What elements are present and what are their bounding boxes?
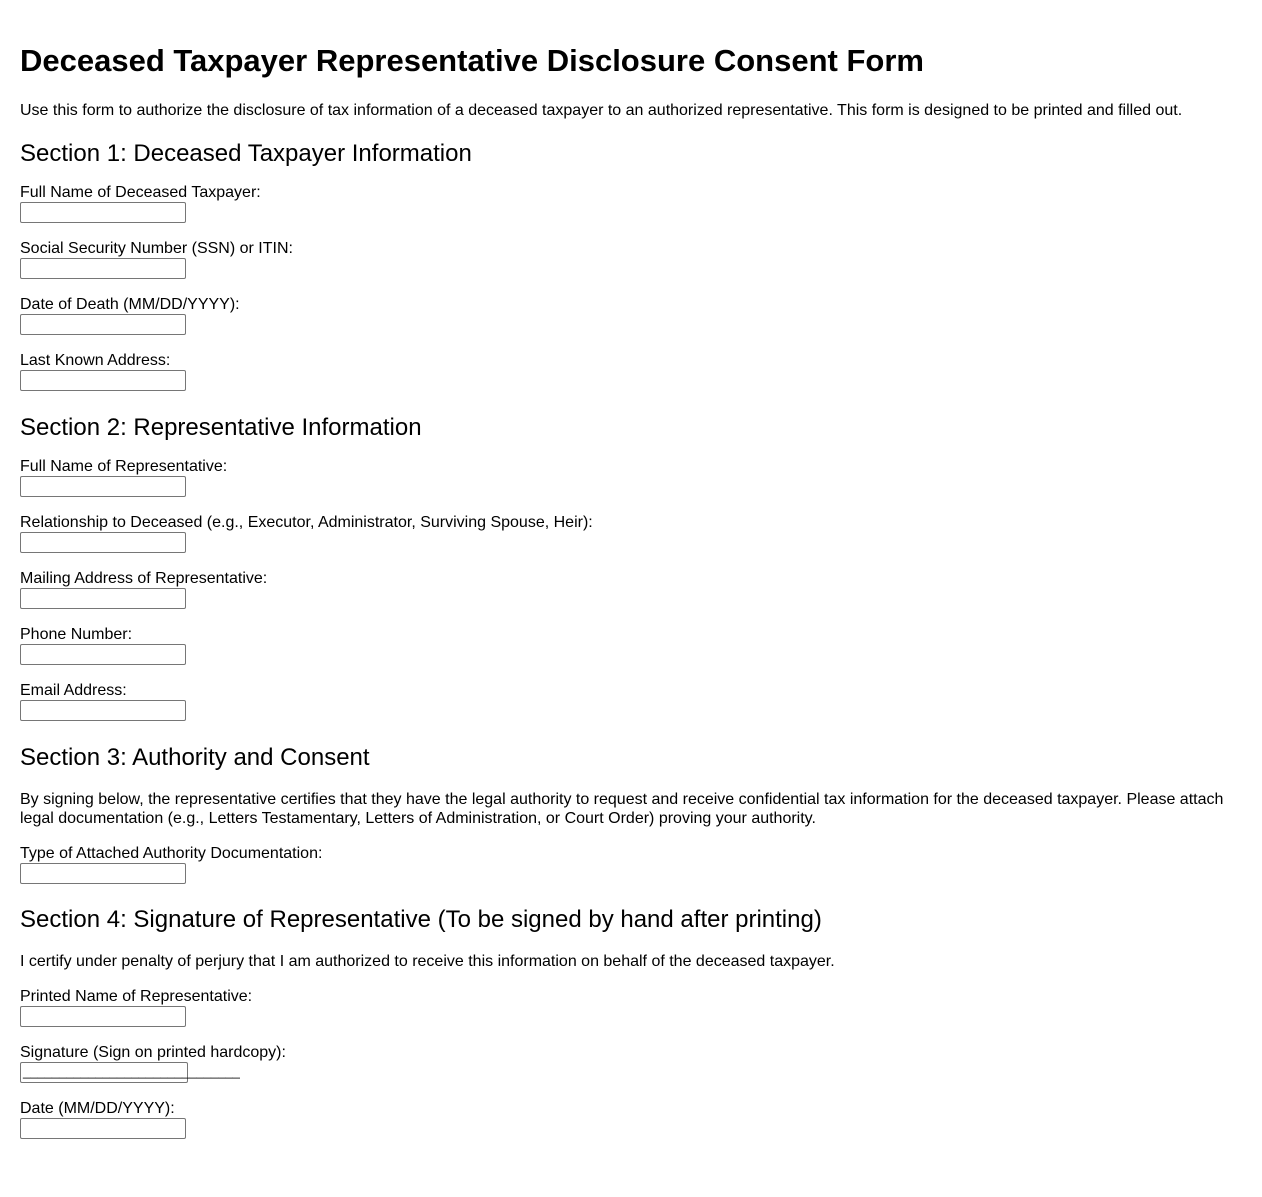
intro-text: Use this form to authorize the disclosure of tax information of a deceased taxpayer to an authorized representative. This form is designed to be printed and filled out. bbox=[20, 102, 1183, 119]
field-label: Printed Name of Representative: bbox=[20, 988, 253, 1005]
field-signature bbox=[20, 1043, 1242, 1083]
mailing-address-input[interactable] bbox=[20, 588, 186, 609]
field-label: Type of Attached Authority Documentation: bbox=[20, 845, 323, 862]
section-deceased-taxpayer bbox=[20, 140, 1242, 391]
field-label: Relationship to Deceased (e.g., Executor, Administrator, Surviving Spouse, Heir): bbox=[20, 514, 593, 531]
field-phone-number bbox=[20, 625, 1242, 665]
certification-text: I certify under penalty of perjury that I am authorized to receive this information on behalf of the deceased taxpayer. bbox=[20, 953, 835, 970]
field-printed-name bbox=[20, 987, 1242, 1027]
signature-input[interactable]: ______________________________ bbox=[20, 1062, 188, 1083]
field-label: Last Known Address: bbox=[20, 352, 171, 369]
field-label: Phone Number: bbox=[20, 626, 133, 643]
last-known-address-input[interactable] bbox=[20, 370, 186, 391]
field-relationship bbox=[20, 513, 1242, 553]
section-signature bbox=[20, 906, 1242, 1139]
field-representative-name bbox=[20, 457, 1242, 497]
field-label: Signature (Sign on printed hardcopy): bbox=[20, 1044, 286, 1061]
section-1-heading: Section 1: Deceased Taxpayer Information bbox=[20, 140, 472, 167]
form-page bbox=[20, 0, 1242, 1139]
field-last-known-address bbox=[20, 351, 1242, 391]
field-date-of-death bbox=[20, 295, 1242, 335]
field-authority-documentation bbox=[20, 844, 1242, 884]
ssn-itin-input[interactable] bbox=[20, 258, 186, 279]
field-signature-date bbox=[20, 1099, 1242, 1139]
relationship-input[interactable] bbox=[20, 532, 186, 553]
field-label: Email Address: bbox=[20, 682, 127, 699]
printed-name-input[interactable] bbox=[20, 1006, 186, 1027]
section-representative-information bbox=[20, 414, 1242, 721]
field-label: Mailing Address of Representative: bbox=[20, 570, 268, 587]
field-mailing-address bbox=[20, 569, 1242, 609]
field-label: Date (MM/DD/YYYY): bbox=[20, 1100, 175, 1117]
email-address-input[interactable] bbox=[20, 700, 186, 721]
representative-name-input[interactable] bbox=[20, 476, 186, 497]
field-email-address bbox=[20, 681, 1242, 721]
field-label: Full Name of Deceased Taxpayer: bbox=[20, 184, 261, 201]
field-label: Full Name of Representative: bbox=[20, 458, 228, 475]
field-label: Date of Death (MM/DD/YYYY): bbox=[20, 296, 240, 313]
deceased-name-input[interactable] bbox=[20, 202, 186, 223]
date-of-death-input[interactable] bbox=[20, 314, 186, 335]
field-deceased-name bbox=[20, 183, 1242, 223]
field-ssn-itin bbox=[20, 239, 1242, 279]
authority-documentation-input[interactable] bbox=[20, 863, 186, 884]
section-3-heading: Section 3: Authority and Consent bbox=[20, 744, 370, 771]
section-4-heading: Section 4: Signature of Representative (To be signed by hand after printing) bbox=[20, 906, 822, 933]
authority-consent-text: By signing below, the representative certifies that they have the legal authority to request and receive confidential tax information for the deceased taxpayer. Please attach legal documentation (e.g., Letters Testamentary, Letters of Administration, or Court Order) proving your authority. bbox=[20, 791, 1224, 827]
page-title: Deceased Taxpayer Representative Disclosure Consent Form bbox=[20, 43, 924, 78]
signature-date-input[interactable] bbox=[20, 1118, 186, 1139]
phone-number-input[interactable] bbox=[20, 644, 186, 665]
field-label: Social Security Number (SSN) or ITIN: bbox=[20, 240, 293, 257]
section-authority-consent bbox=[20, 744, 1242, 884]
section-2-heading: Section 2: Representative Information bbox=[20, 414, 422, 441]
